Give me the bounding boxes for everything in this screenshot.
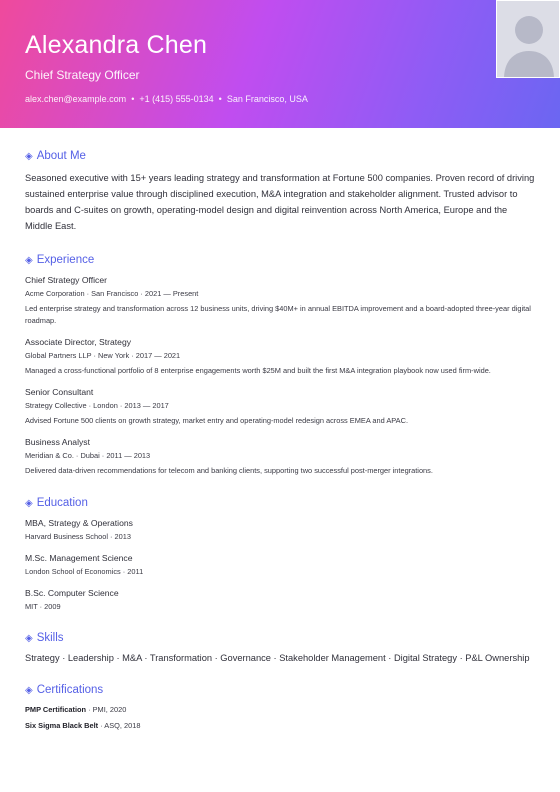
degree-title: B.Sc. Computer Science — [25, 588, 119, 598]
experience-item — [25, 274, 535, 327]
contact-separator: • — [131, 94, 135, 104]
job-meta: Acme Corporation · San Francisco · 2021 — Present — [25, 289, 199, 298]
job-meta: Meridian & Co. · Dubai · 2011 — 2013 — [25, 451, 151, 460]
job-description: Led enterprise strategy and transformation across 12 business units, driving $40M+ in annual EBITDA improvement and a board-adopted three-year digital roadmap. — [25, 304, 531, 325]
degree-meta: Harvard Business School · 2013 — [25, 532, 131, 541]
diamond-icon: ◈ — [25, 150, 33, 162]
certifications-heading-label: Certifications — [36, 684, 104, 696]
degree-meta: London School of Economics · 2011 — [25, 567, 144, 576]
job-description: Delivered data-driven recommendations for telecom and banking clients, supporting two successful post-merger integrations. — [25, 466, 433, 475]
job-description: Advised Fortune 500 clients on growth strategy, market entry and operating-model redesign across EMEA and APAC. — [25, 416, 409, 425]
certification-name: Six Sigma Black Belt — [25, 721, 99, 730]
contact-location: San Francisco, USA — [226, 94, 308, 104]
job-title: Chief Strategy Officer — [25, 275, 107, 285]
experience-section — [25, 254, 535, 477]
degree-title: MBA, Strategy & Operations — [25, 518, 133, 528]
certification-detail: · PMI, 2020 — [86, 705, 127, 714]
skills-section — [25, 632, 535, 664]
resume-header — [0, 0, 560, 128]
job-meta: Global Partners LLP · New York · 2017 — 2021 — [25, 351, 181, 360]
education-item — [25, 552, 535, 577]
diamond-icon: ◈ — [25, 632, 33, 644]
certifications-section — [25, 684, 535, 731]
experience-heading-label: Experience — [36, 254, 95, 266]
job-title: Senior Consultant — [25, 387, 94, 397]
about-heading-label: About Me — [36, 150, 86, 162]
job-meta: Strategy Collective · London · 2013 — 2017 — [25, 401, 169, 410]
skills-list: Strategy · Leadership · M&A · Transformation · Governance · Stakeholder Management · Digital Strategy · P&L Ownership — [25, 653, 530, 663]
profile-photo-placeholder — [496, 0, 560, 78]
education-item — [25, 517, 535, 542]
diamond-icon: ◈ — [25, 254, 33, 266]
candidate-role: Chief Strategy Officer — [25, 68, 140, 82]
education-heading — [25, 497, 535, 509]
job-title: Business Analyst — [25, 437, 90, 447]
about-heading — [25, 150, 535, 162]
education-section — [25, 497, 535, 612]
certification-item — [25, 720, 535, 731]
contact-phone[interactable]: +1 (415) 555-0134 — [139, 94, 214, 104]
degree-meta: MIT · 2009 — [25, 602, 61, 611]
about-section — [25, 150, 535, 234]
skills-heading-label: Skills — [36, 632, 64, 644]
education-heading-label: Education — [36, 497, 88, 509]
candidate-name: Alexandra Chen — [25, 31, 208, 59]
contact-line — [25, 94, 535, 104]
diamond-icon: ◈ — [25, 684, 33, 696]
experience-item — [25, 436, 535, 477]
skills-heading — [25, 632, 535, 644]
experience-item — [25, 336, 535, 377]
contact-email[interactable]: alex.chen@example.com — [25, 94, 127, 104]
contact-separator: • — [218, 94, 222, 104]
certifications-heading — [25, 684, 535, 696]
diamond-icon: ◈ — [25, 497, 33, 509]
job-title: Associate Director, Strategy — [25, 337, 132, 347]
certification-item — [25, 704, 535, 715]
certification-detail: · ASQ, 2018 — [98, 721, 141, 730]
education-item — [25, 587, 535, 612]
degree-title: M.Sc. Management Science — [25, 553, 133, 563]
about-text: Seasoned executive with 15+ years leading strategy and transformation at Fortune 500 companies. Proven record of driving sustained enterprise value through disciplined execution, M&A integration and stakeholder alignment. Trusted advisor to boards and C-suites on growth, operating-model design and digital reinvention across North America, Europe and the Middle East. — [25, 173, 535, 231]
experience-item — [25, 386, 535, 427]
resume-body — [0, 128, 560, 731]
avatar-icon — [497, 1, 560, 78]
certification-name: PMP Certification — [25, 705, 87, 714]
job-description: Managed a cross-functional portfolio of 8 enterprise engagements worth $25M and built the first M&A integration playbook now used firm-wide. — [25, 366, 491, 375]
experience-heading — [25, 254, 535, 266]
